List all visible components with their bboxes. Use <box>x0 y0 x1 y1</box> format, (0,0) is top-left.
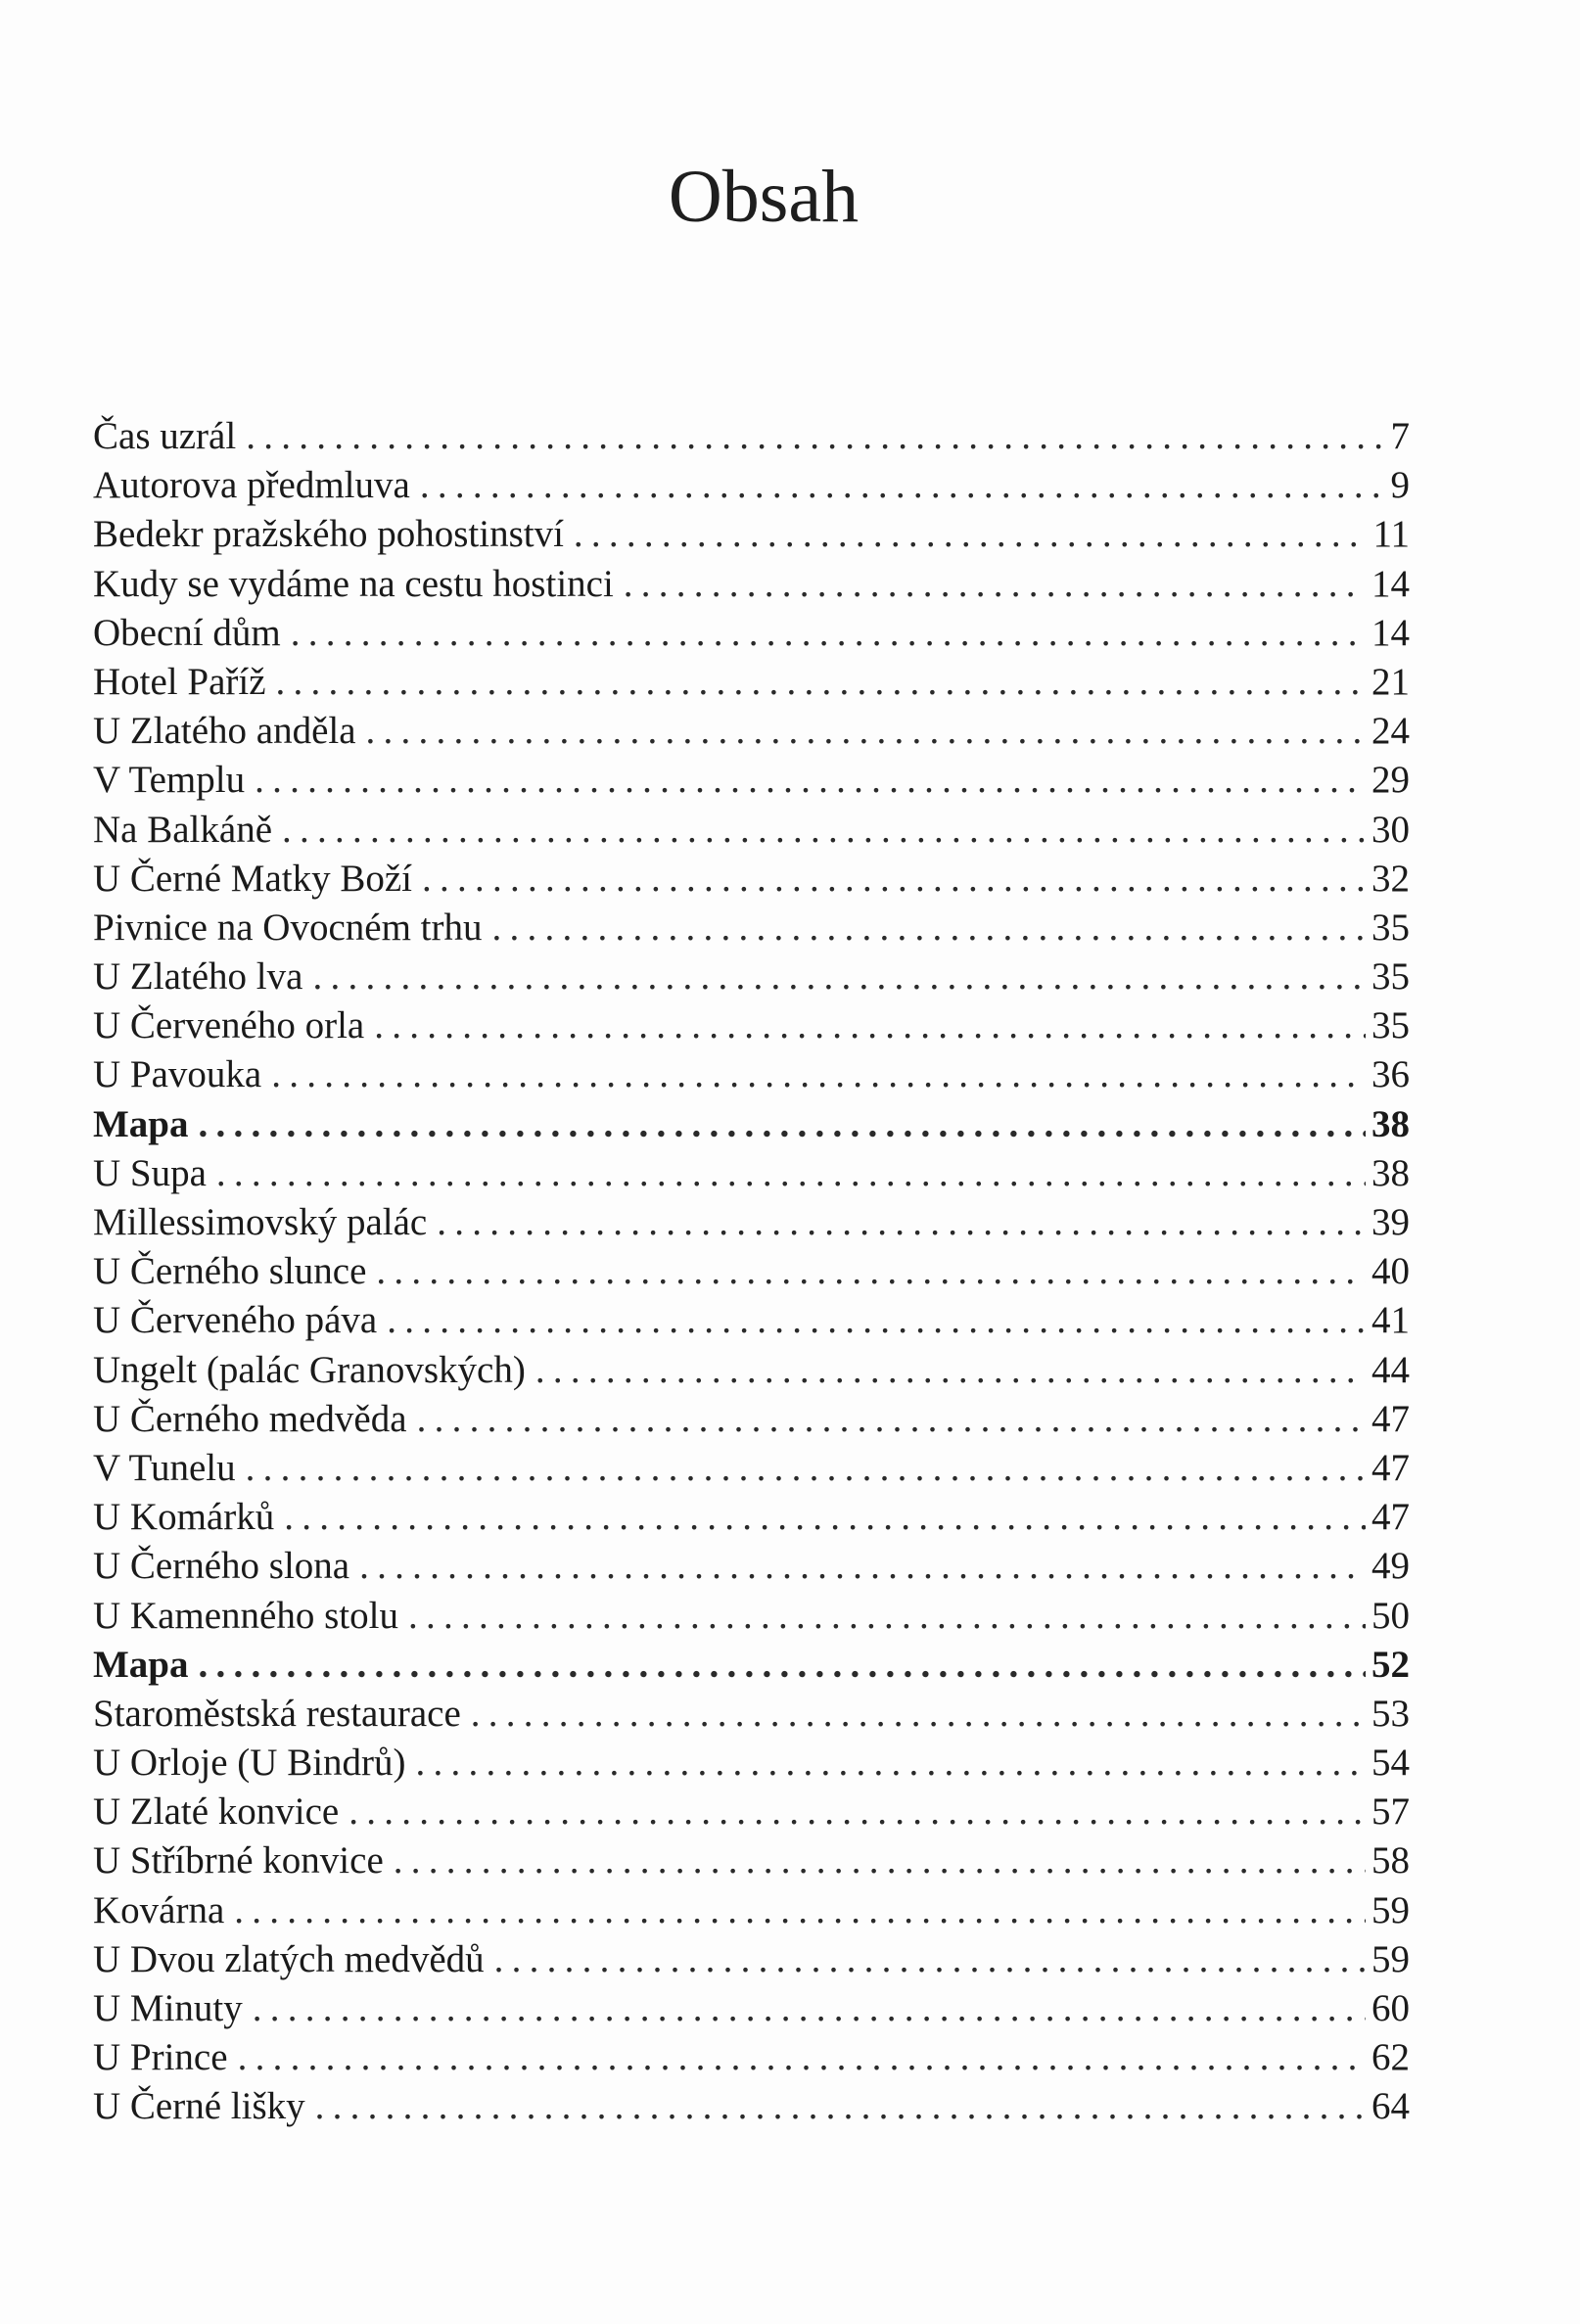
toc-entry <box>93 1247 1410 1296</box>
dot-leader <box>282 806 1366 855</box>
page-title: Obsah <box>668 156 860 238</box>
dot-leader <box>420 461 1385 510</box>
toc-entry <box>93 2033 1410 2082</box>
toc-entry-title: V Tunelu <box>93 1446 236 1489</box>
dot-leader <box>284 1493 1366 1542</box>
toc-entry-title: Mapa <box>93 1102 189 1145</box>
toc-entry-page-number: 14 <box>1371 562 1410 605</box>
toc-entry-page-number: 9 <box>1390 464 1410 507</box>
toc-entry <box>93 1690 1410 1739</box>
toc-entry-title: U Kamenného stolu <box>93 1594 398 1637</box>
dot-leader <box>408 1592 1366 1641</box>
toc-entry-title: U Pavouka <box>93 1053 262 1096</box>
dot-leader <box>387 1296 1366 1345</box>
toc-entry-title: Hotel Paříž <box>93 660 266 703</box>
toc-entry <box>93 904 1410 953</box>
toc-entry-title: Čas uzrál <box>93 415 237 457</box>
toc-entry <box>93 1788 1410 1836</box>
toc-entry-title: Kovárna <box>93 1888 225 1931</box>
toc-entry <box>93 1493 1410 1542</box>
dot-leader <box>291 609 1366 658</box>
toc-entry <box>93 1198 1410 1247</box>
dot-leader <box>416 1739 1366 1788</box>
toc-entry-title: U Orloje (U Bindrů) <box>93 1742 406 1785</box>
toc-entry <box>93 2082 1410 2131</box>
toc-entry-page-number: 36 <box>1371 1053 1410 1096</box>
toc-entry <box>93 658 1410 707</box>
toc-entry-title: U Prince <box>93 2036 228 2079</box>
toc-entry <box>93 609 1410 658</box>
toc-entry-page-number: 21 <box>1371 660 1410 703</box>
toc-entry <box>93 461 1410 510</box>
toc-entry-page-number: 49 <box>1371 1545 1410 1588</box>
dot-leader <box>246 412 1384 461</box>
dot-leader <box>255 756 1366 805</box>
toc-entry-title: U Minuty <box>93 1987 243 2029</box>
toc-entry-title: Obecní dům <box>93 611 281 654</box>
toc-entry <box>93 1886 1410 1935</box>
toc-entry <box>93 1739 1410 1788</box>
dot-leader <box>471 1690 1366 1739</box>
toc-entry <box>93 1050 1410 1099</box>
dot-leader <box>376 1247 1366 1296</box>
toc-entry <box>93 1001 1410 1050</box>
dot-leader <box>394 1836 1366 1885</box>
dot-leader <box>417 1395 1366 1444</box>
dot-leader <box>238 2033 1366 2082</box>
dot-leader <box>253 1984 1366 2033</box>
toc-entry-title: Autorova předmluva <box>93 464 410 507</box>
toc-entry-title: Staroměstská restaurace <box>93 1692 461 1735</box>
toc-entry-page-number: 30 <box>1371 808 1410 851</box>
toc-entry <box>93 1935 1410 1984</box>
toc-entry-page-number: 39 <box>1371 1201 1410 1243</box>
toc-entry-title: Mapa <box>93 1643 189 1686</box>
toc-entry-title: U Černého medvěda <box>93 1397 407 1440</box>
toc-entry-map <box>93 1100 1410 1149</box>
toc-entry-title: U Černé Matky Boží <box>93 857 413 900</box>
toc-entry-page-number: 32 <box>1371 857 1410 900</box>
toc-entry <box>93 1592 1410 1641</box>
toc-entry-page-number: 53 <box>1371 1692 1410 1735</box>
toc-entry-page-number: 38 <box>1371 1151 1410 1194</box>
toc-entry-page-number: 57 <box>1371 1790 1410 1834</box>
toc-entry <box>93 510 1410 559</box>
toc-entry-title: Ungelt (palác Granovských) <box>93 1348 526 1391</box>
toc-entry-title: U Černého slunce <box>93 1250 367 1293</box>
toc-entry <box>93 1984 1410 2033</box>
toc-entry-page-number: 47 <box>1371 1446 1410 1489</box>
dot-leader <box>199 1641 1367 1690</box>
dot-leader <box>437 1198 1366 1247</box>
toc-entry <box>93 953 1410 1001</box>
dot-leader <box>494 1935 1366 1984</box>
toc-entry-page-number: 47 <box>1371 1397 1410 1440</box>
toc-entry-title: Pivnice na Ovocném trhu <box>93 906 483 949</box>
toc-entry-page-number: 40 <box>1371 1250 1410 1293</box>
toc-entry <box>93 1149 1410 1198</box>
toc-entry-title: U Supa <box>93 1151 207 1194</box>
toc-entry <box>93 1346 1410 1395</box>
dot-leader <box>315 2082 1366 2131</box>
toc-entry <box>93 855 1410 904</box>
toc-entry-page-number: 44 <box>1371 1348 1410 1391</box>
toc-entry <box>93 756 1410 805</box>
toc-entry <box>93 560 1410 609</box>
dot-leader <box>574 510 1368 559</box>
toc-entry-page-number: 35 <box>1371 1004 1410 1047</box>
toc-entry-title: U Zlatého lva <box>93 955 303 999</box>
toc-entry-map <box>93 1641 1410 1690</box>
dot-leader <box>246 1444 1366 1493</box>
dot-leader <box>491 904 1366 953</box>
toc-entry-title: U Stříbrné konvice <box>93 1839 384 1882</box>
dot-leader <box>366 707 1366 756</box>
toc-entry-title: Kudy se vydáme na cestu hostinci <box>93 562 614 605</box>
dot-leader <box>199 1100 1367 1149</box>
toc-entry-page-number: 11 <box>1372 513 1410 556</box>
dot-leader <box>312 953 1366 1001</box>
toc-entry-page-number: 64 <box>1371 2085 1410 2128</box>
table-of-contents <box>93 412 1410 2132</box>
dot-leader <box>374 1001 1366 1050</box>
toc-entry-page-number: 50 <box>1371 1594 1410 1637</box>
toc-entry-page-number: 62 <box>1371 2036 1410 2079</box>
toc-entry <box>93 1296 1410 1345</box>
toc-entry-title: U Komárků <box>93 1496 275 1539</box>
toc-entry-page-number: 60 <box>1371 1987 1410 2029</box>
toc-entry-page-number: 38 <box>1371 1102 1410 1145</box>
toc-entry-page-number: 35 <box>1371 955 1410 999</box>
toc-entry-page-number: 24 <box>1371 710 1410 753</box>
toc-entry-title: Millessimovský palác <box>93 1201 428 1243</box>
toc-entry <box>93 806 1410 855</box>
toc-entry <box>93 1542 1410 1591</box>
dot-leader <box>271 1050 1366 1099</box>
dot-leader <box>349 1788 1366 1836</box>
toc-entry-page-number: 47 <box>1371 1496 1410 1539</box>
dot-leader <box>624 560 1366 609</box>
toc-entry-title: Bedekr pražského pohostinství <box>93 513 564 556</box>
dot-leader <box>234 1886 1366 1935</box>
toc-entry-title: Na Balkáně <box>93 808 273 851</box>
toc-entry-page-number: 52 <box>1371 1643 1410 1686</box>
dot-leader <box>535 1346 1366 1395</box>
toc-entry-title: U Černého slona <box>93 1545 350 1588</box>
toc-entry-title: U Černé lišky <box>93 2085 305 2128</box>
toc-entry-title: U Dvou zlatých medvědů <box>93 1937 485 1980</box>
toc-entry-page-number: 59 <box>1371 1888 1410 1931</box>
dot-leader <box>276 658 1366 707</box>
toc-entry-page-number: 14 <box>1371 611 1410 654</box>
toc-entry <box>93 1444 1410 1493</box>
toc-entry <box>93 1395 1410 1444</box>
toc-entry-page-number: 35 <box>1371 906 1410 949</box>
toc-entry-page-number: 58 <box>1371 1839 1410 1882</box>
dot-leader <box>359 1542 1366 1591</box>
toc-entry <box>93 707 1410 756</box>
toc-entry-title: U Červeného orla <box>93 1004 365 1047</box>
toc-entry-page-number: 59 <box>1371 1937 1410 1980</box>
toc-entry-page-number: 54 <box>1371 1742 1410 1785</box>
toc-entry <box>93 1836 1410 1885</box>
dot-leader <box>422 855 1366 904</box>
toc-entry <box>93 412 1410 461</box>
toc-entry-title: V Templu <box>93 759 246 802</box>
toc-entry-page-number: 41 <box>1371 1299 1410 1342</box>
toc-entry-page-number: 29 <box>1371 759 1410 802</box>
dot-leader <box>216 1149 1366 1198</box>
toc-entry-page-number: 7 <box>1390 415 1410 457</box>
toc-entry-title: U Zlatého anděla <box>93 710 356 753</box>
toc-entry-title: U Zlaté konvice <box>93 1790 340 1834</box>
toc-entry-title: U Červeného páva <box>93 1299 378 1342</box>
